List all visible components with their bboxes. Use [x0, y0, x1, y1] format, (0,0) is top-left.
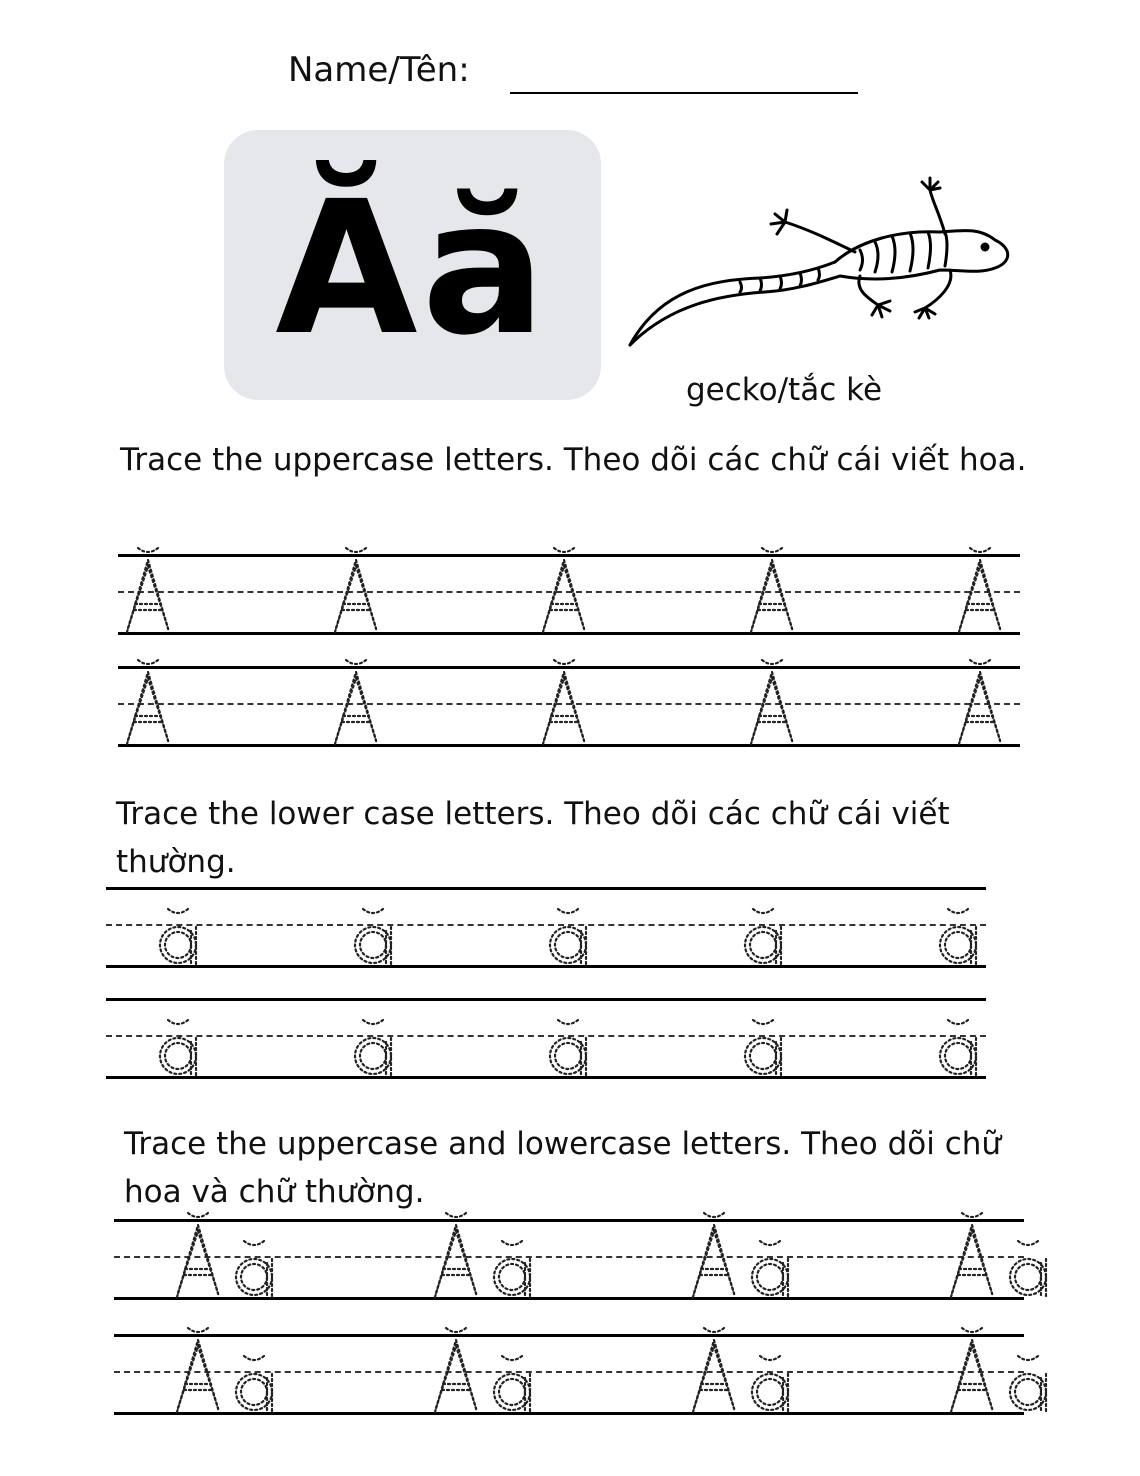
traceable-letter [435, 1328, 530, 1412]
mixed-instruction: Trace the uppercase and lowercase letters. Theo dõi chữ hoa và chữ thường. [124, 1126, 1002, 1210]
traceable-letter [543, 660, 585, 744]
traceable-letter [335, 548, 377, 632]
mixed-trace-row[interactable] [114, 1334, 1024, 1444]
traceable-letter [335, 660, 377, 744]
featured-letter: Ăă [275, 162, 550, 376]
uppercase-instruction: Trace the uppercase letters. Theo dõi các chữ cái viết hoa. [120, 442, 1027, 478]
traceable-letter [745, 1020, 781, 1076]
traceable-letter [951, 1328, 1046, 1412]
traceable-letter [959, 660, 1001, 744]
featured-letter-card [224, 130, 601, 400]
traceable-letter [693, 1213, 788, 1297]
uppercase-trace-row[interactable] [118, 554, 1020, 664]
name-label: Name/Tên: [288, 50, 470, 90]
lowercase-trace-row[interactable] [106, 887, 986, 997]
traceable-letter [177, 1213, 272, 1297]
traceable-letter [745, 909, 781, 965]
trace-glyphs [114, 1334, 1024, 1434]
traceable-letter [355, 1020, 391, 1076]
traceable-letter [177, 1328, 272, 1412]
traceable-letter [959, 548, 1001, 632]
traceable-letter [693, 1328, 788, 1412]
traceable-letter [355, 909, 391, 965]
picture-caption: gecko/tắc kè [686, 372, 883, 408]
traceable-letter [550, 909, 586, 965]
lowercase-instruction: Trace the lower case letters. Theo dõi các chữ cái viết thường. [116, 796, 950, 880]
traceable-letter [160, 1020, 196, 1076]
trace-glyphs [118, 554, 1020, 654]
traceable-letter [940, 1020, 976, 1076]
uppercase-trace-row[interactable] [118, 666, 1020, 776]
traceable-letter [940, 909, 976, 965]
traceable-letter [550, 1020, 586, 1076]
traceable-letter [751, 660, 793, 744]
name-write-line[interactable] [510, 92, 858, 94]
traceable-letter [127, 660, 169, 744]
trace-glyphs [106, 998, 986, 1098]
traceable-letter [951, 1213, 1046, 1297]
trace-glyphs [114, 1219, 1024, 1319]
gecko-illustration [620, 170, 1020, 355]
traceable-letter [127, 548, 169, 632]
trace-glyphs [118, 666, 1020, 766]
traceable-letter [543, 548, 585, 632]
traceable-letter [435, 1213, 530, 1297]
mixed-trace-row[interactable] [114, 1219, 1024, 1329]
lowercase-trace-row[interactable] [106, 998, 986, 1108]
trace-glyphs [106, 887, 986, 987]
traceable-letter [751, 548, 793, 632]
traceable-letter [160, 909, 196, 965]
